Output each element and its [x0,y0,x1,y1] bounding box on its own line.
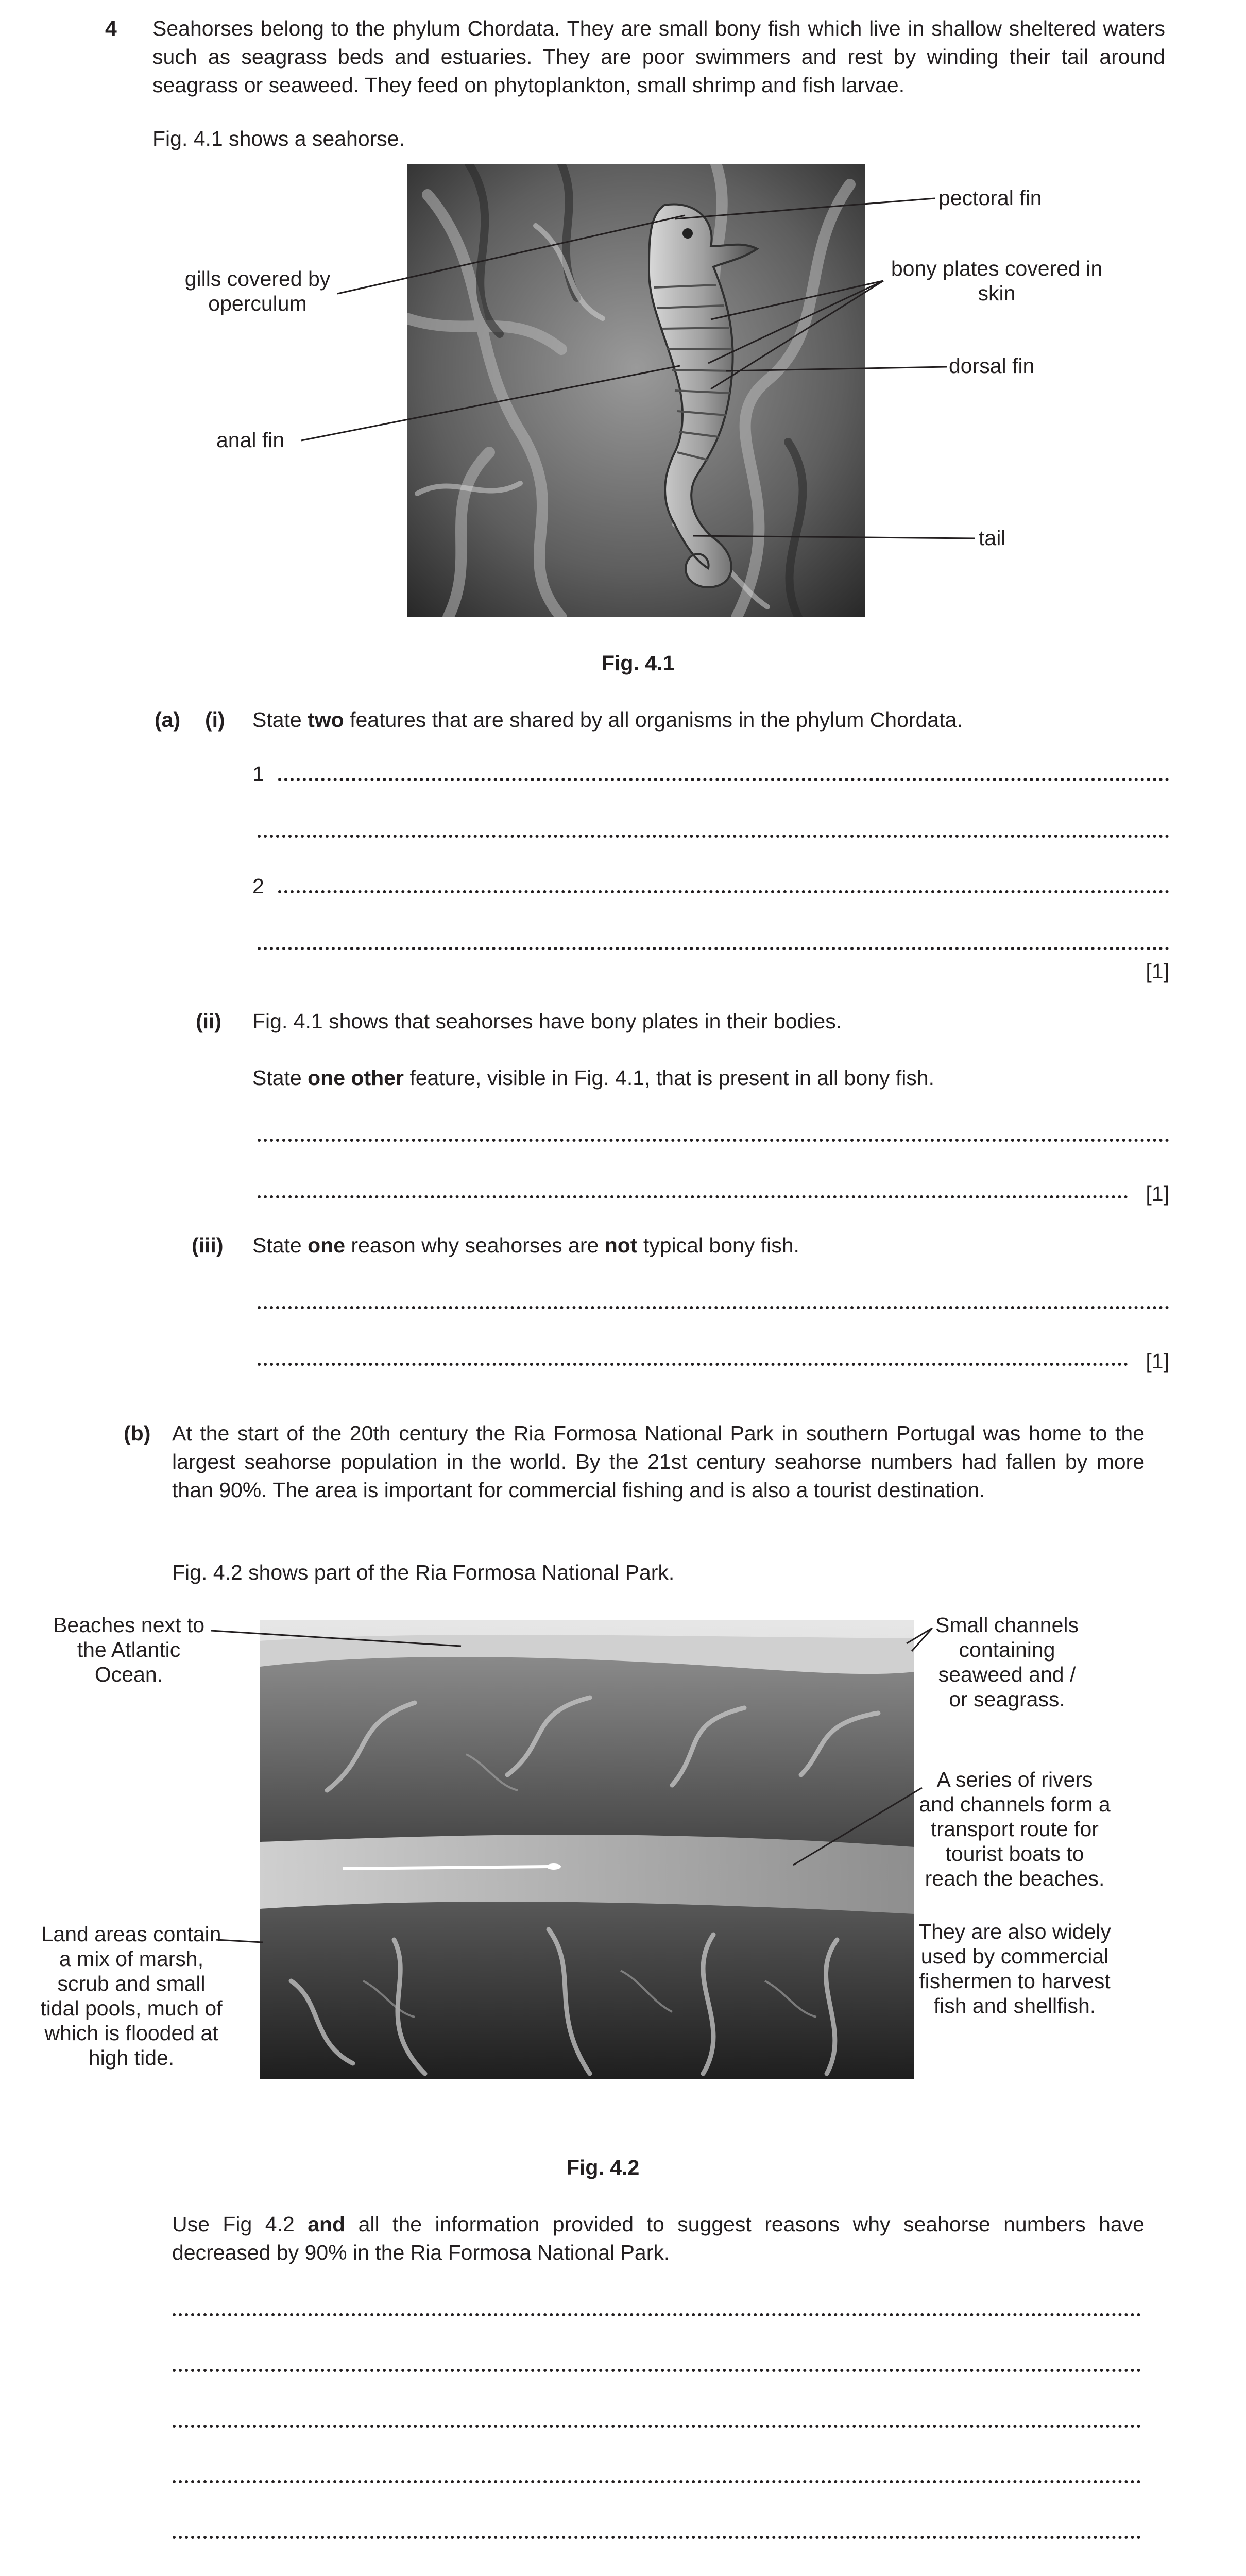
fig2-caption: Fig. 4.2 [567,2156,640,2179]
answer-line[interactable] [173,2536,1141,2539]
part-b-text: At the start of the 20th century the Ria Formosa National Park in southern Portugal was home to the largest seahorse population in the world. By the 21st century seahorse numbers had fallen by more than 90%. The area is important for commercial fishing and is also a tourist destination. [172,1421,1145,1502]
label-pectoral-fin: pectoral fin [938,186,1042,210]
label-channels: Small channels containing seaweed and / or seagrass. [935,1613,1079,1711]
part-b-question: Use Fig 4.2 and all the information provided to suggest reasons why seahorse numbers have decreased by 90% in the Ria Formosa National Park. [172,2212,1145,2264]
label-beaches: Beaches next to the Atlantic Ocean. [53,1613,205,1686]
answer-line[interactable] [173,2425,1141,2428]
label-land: Land areas contain a mix of marsh, scrub and small tidal pools, much of which is flooded at high tide. [40,1922,223,2070]
part-a-label: (a) [155,708,181,732]
marks-a-ii: [1] [1146,1182,1169,1206]
intro-paragraph: Seahorses belong to the phylum Chordata. They are small bony fish which live in shallow sheltered waters such as seagrass beds and estuaries. They are poor swimmers and rest by winding their tail around seagrass or seaweed. They feed on phytoplankton, small shrimp and fish larvae. [152,16,1165,97]
label-rivers: A series of rivers and channels form a transport route for tourist boats to reach the beaches. [919,1768,1111,1890]
part-a-ii-line1: Fig. 4.1 shows that seahorses have bony plates in their bodies. [252,1009,842,1033]
label-fishermen: They are also widely used by commercial fishermen to harvest fish and shellfish. [918,1920,1111,2018]
marks-a-iii: [1] [1146,1349,1169,1373]
label-tail: tail [979,526,1006,550]
fig1-intro: Fig. 4.1 shows a seahorse. [152,127,405,150]
fig2-intro: Fig. 4.2 shows part of the Ria Formosa National Park. [172,1561,675,1584]
fig1-caption: Fig. 4.1 [602,651,675,675]
answer-line[interactable] [173,2480,1141,2483]
part-a-i-question: State two features that are shared by all organisms in the phylum Chordata. [252,708,963,732]
part-a-iii-label: (iii) [192,1233,224,1257]
answer-number-1: 1 [252,762,264,786]
part-b-label: (b) [124,1421,151,1445]
label-dorsal-fin: dorsal fin [949,354,1035,378]
label-bony-plates: bony plates covered in skin [891,257,1103,305]
answer-number-2: 2 [252,874,264,898]
answer-line[interactable] [173,2313,1141,2316]
part-a-ii-question: State one other feature, visible in Fig. 4.1, that is present in all bony fish. [252,1066,935,1090]
question-number: 4 [105,16,117,40]
part-a-ii-label: (ii) [196,1009,222,1033]
part-a-i-label: (i) [205,708,225,732]
answer-line[interactable] [173,2369,1141,2372]
label-anal-fin: anal fin [216,428,285,452]
label-gills: gills covered by operculum [184,267,331,315]
marks-a-i: [1] [1146,959,1169,983]
part-a-iii-question: State one reason why seahorses are not typical bony fish. [252,1233,799,1257]
